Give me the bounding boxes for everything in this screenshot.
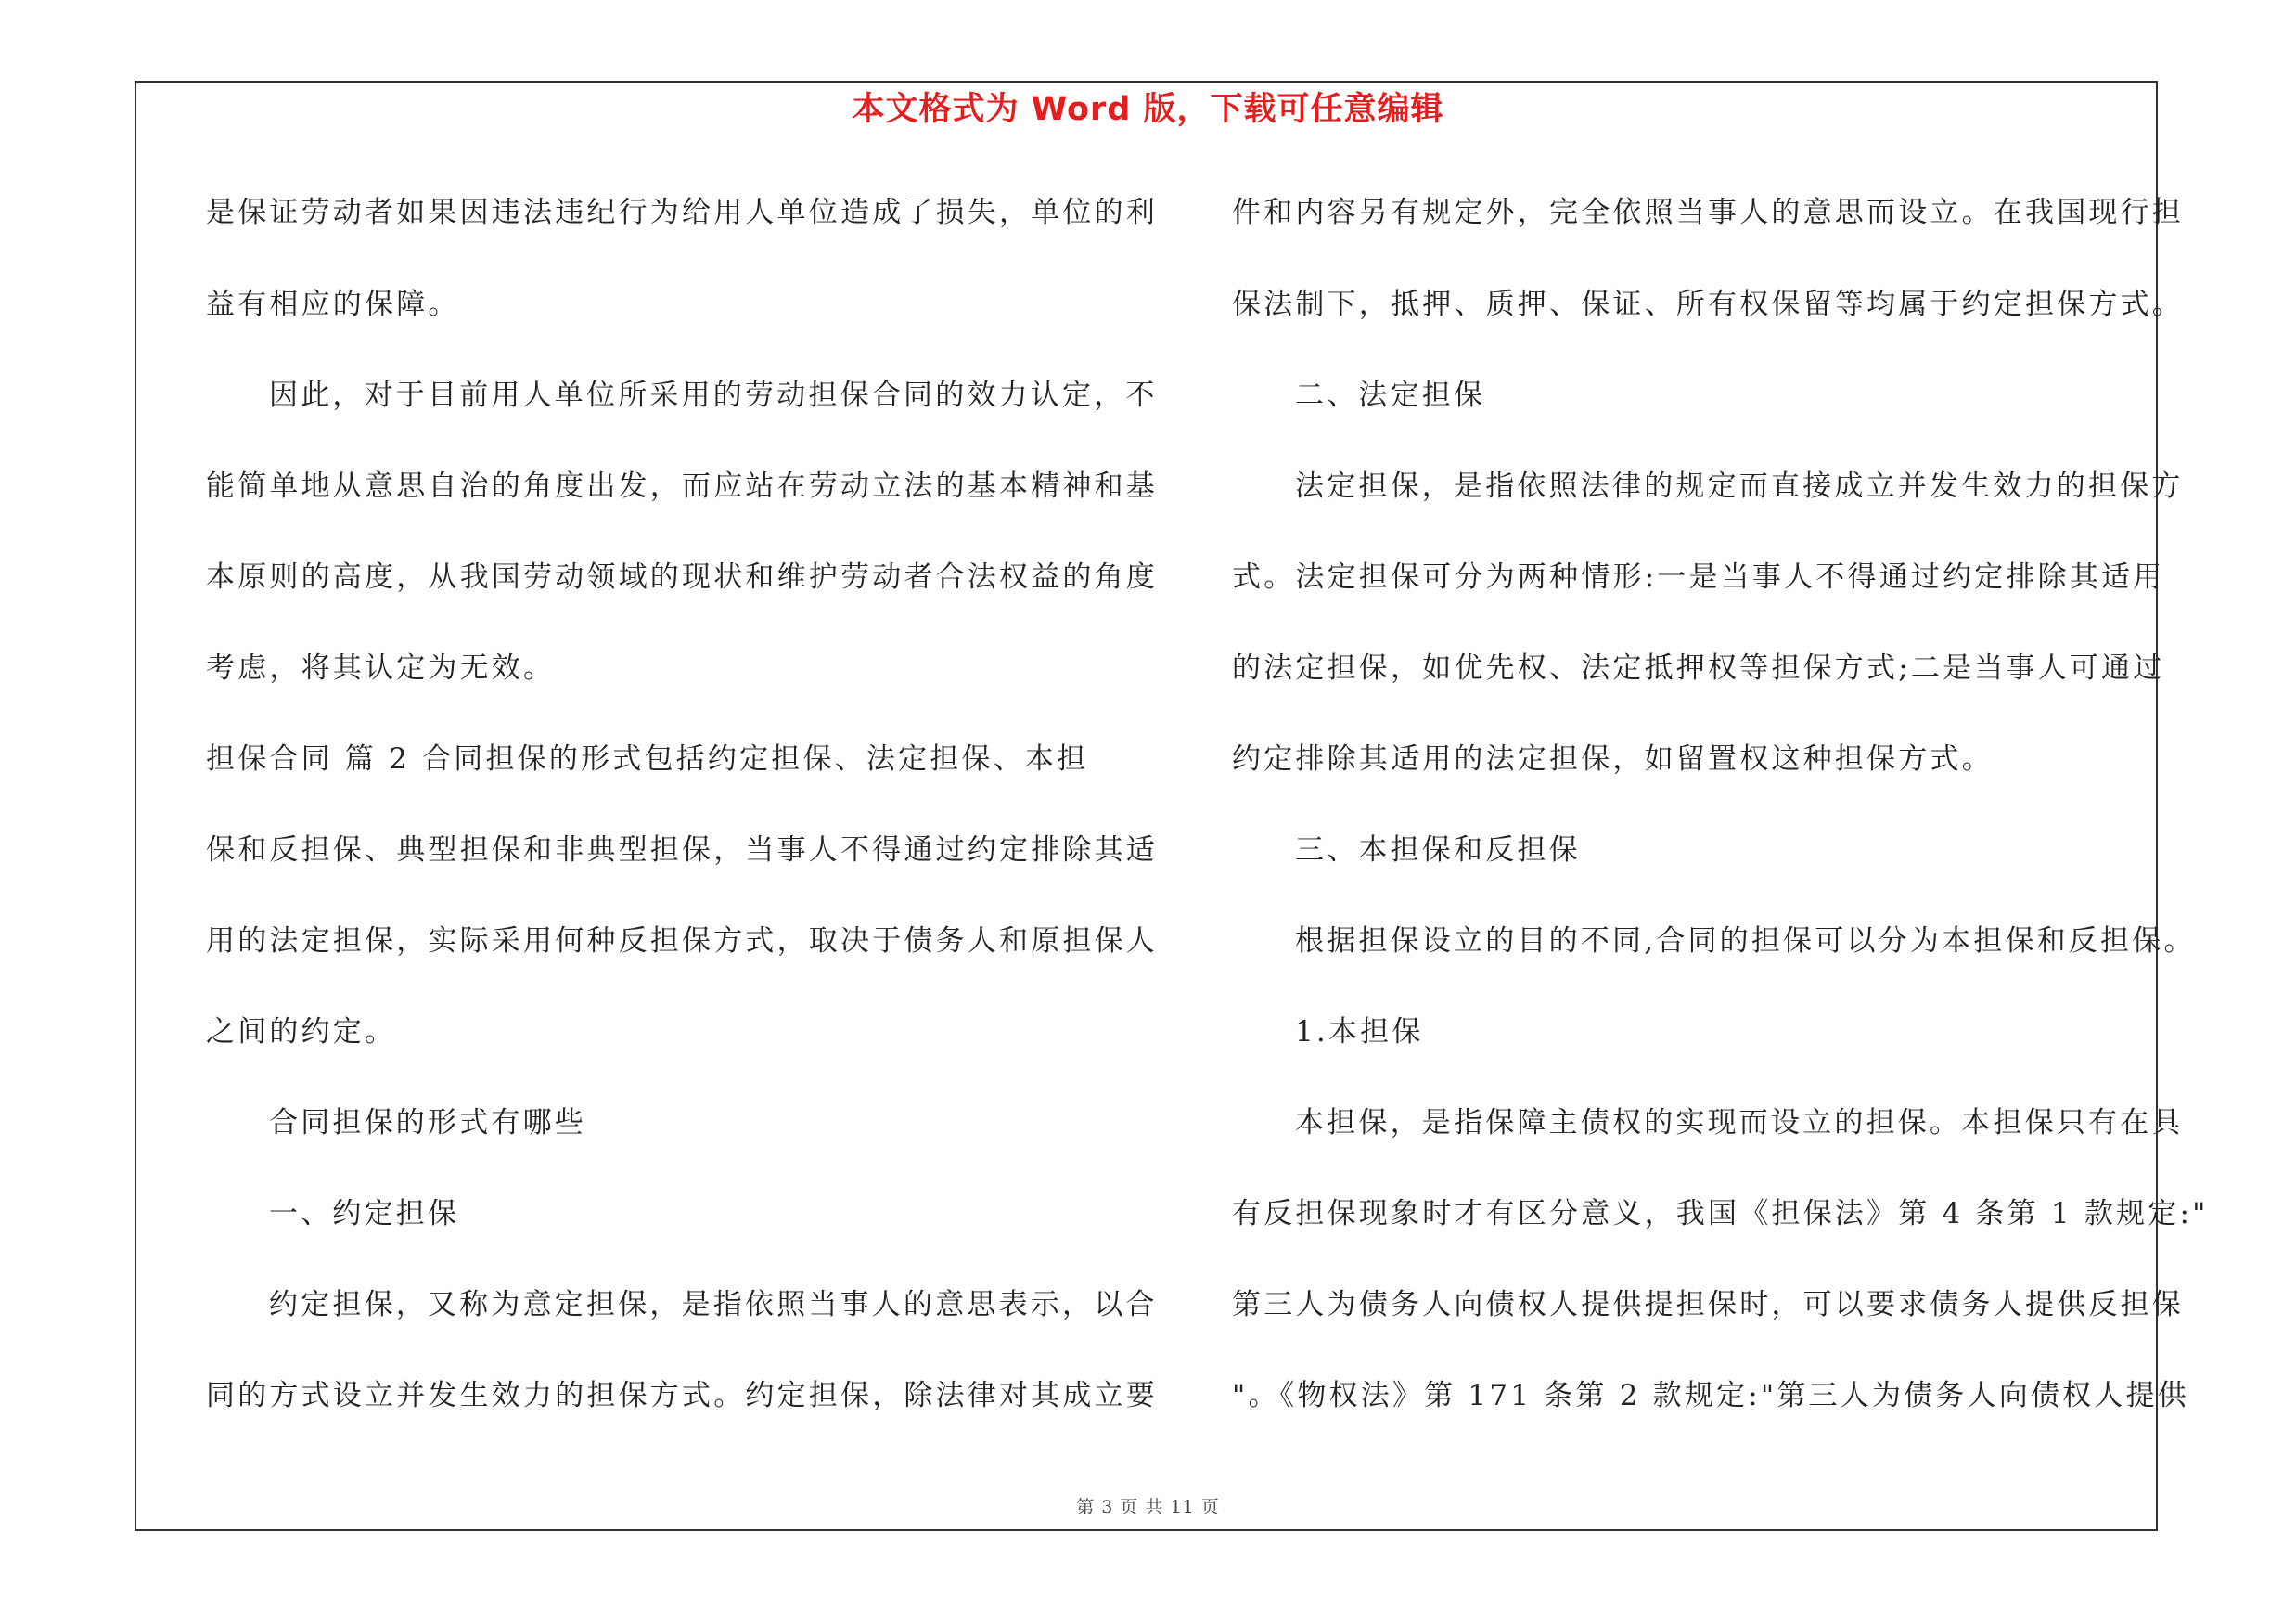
left-line-8: 保和反担保、典型担保和非典型担保，当事人不得通过约定排除其适 xyxy=(206,833,1158,867)
right-text-column xyxy=(1232,0,2209,1623)
left-line-11: 合同担保的形式有哪些 xyxy=(269,1106,586,1140)
right-line-13: 第三人为债务人向债权人提供提担保时，可以要求债务人提供反担保 xyxy=(1232,1288,2184,1321)
left-line-2: 益有相应的保障。 xyxy=(206,288,460,321)
right-line-6: 的法定担保，如优先权、法定抵押权等担保方式;二是当事人可通过 xyxy=(1232,651,2165,685)
right-line-7: 约定排除其适用的法定担保，如留置权这种担保方式。 xyxy=(1232,742,1994,776)
right-line-2: 保法制下，抵押、质押、保证、所有权保留等均属于约定担保方式。 xyxy=(1232,288,2184,321)
right-line-14: "。《物权法》第 171 条第 2 款规定:"第三人为债务人向债权人提供 xyxy=(1232,1379,2189,1412)
right-line-11: 本担保，是指保障主债权的实现而设立的担保。本担保只有在具 xyxy=(1295,1106,2184,1140)
left-line-10: 之间的约定。 xyxy=(206,1015,397,1049)
left-line-4: 能简单地从意思自治的角度出发，而应站在劳动立法的基本精神和基 xyxy=(206,470,1158,503)
right-line-3: 二、法定担保 xyxy=(1295,379,1486,412)
right-line-1: 件和内容另有规定外，完全依照当事人的意思而设立。在我国现行担 xyxy=(1232,196,2184,229)
page-number-footer: 第 3 页 共 11 页 xyxy=(1076,1497,1220,1517)
right-line-8: 三、本担保和反担保 xyxy=(1295,833,1581,867)
left-line-7: 担保合同 篇 2 合同担保的形式包括约定担保、法定担保、本担 xyxy=(206,742,1089,776)
left-line-14: 同的方式设立并发生效力的担保方式。约定担保，除法律对其成立要 xyxy=(206,1379,1158,1412)
left-line-3: 因此，对于目前用人单位所采用的劳动担保合同的效力认定，不 xyxy=(269,379,1158,412)
right-line-10: 1.本担保 xyxy=(1295,1015,1424,1049)
left-line-12: 一、约定担保 xyxy=(269,1197,460,1230)
left-line-5: 本原则的高度，从我国劳动领域的现状和维护劳动者合法权益的角度 xyxy=(206,560,1158,594)
left-line-1: 是保证劳动者如果因违法违纪行为给用人单位造成了损失，单位的利 xyxy=(206,196,1158,229)
word-format-banner: 本文格式为 Word 版，下载可任意编辑 xyxy=(852,91,1444,128)
left-line-6: 考虑，将其认定为无效。 xyxy=(206,651,556,685)
right-line-9: 根据担保设立的目的不同,合同的担保可以分为本担保和反担保。 xyxy=(1295,924,2196,958)
left-line-13: 约定担保，又称为意定担保，是指依照当事人的意思表示，以合 xyxy=(269,1288,1158,1321)
right-line-12: 有反担保现象时才有区分意义，我国《担保法》第 4 条第 1 款规定:" xyxy=(1232,1197,2209,1230)
right-line-4: 法定担保，是指依照法律的规定而直接成立并发生效力的担保方 xyxy=(1295,470,2184,503)
left-line-9: 用的法定担保，实际采用何种反担保方式，取决于债务人和原担保人 xyxy=(206,924,1158,958)
right-line-5: 式。法定担保可分为两种情形:一是当事人不得通过约定排除其适用 xyxy=(1232,560,2165,594)
